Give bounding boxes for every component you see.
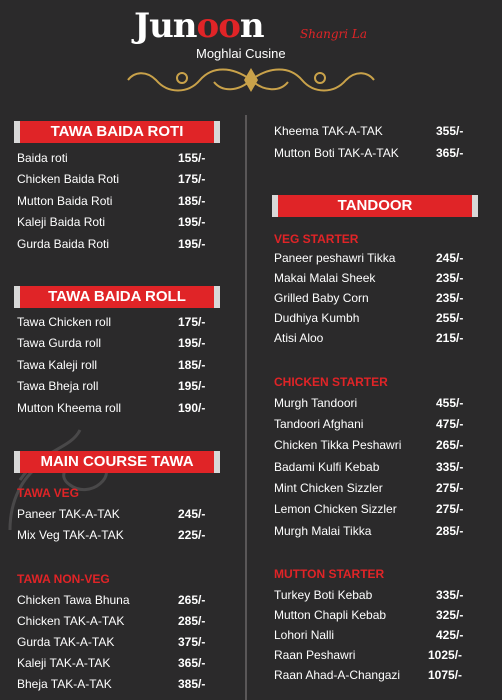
item-price: 265/- — [178, 593, 206, 607]
subsection-chicken-starter: CHICKEN STARTER — [274, 375, 388, 389]
section-main-course-tawa: MAIN COURSE TAWA — [14, 451, 220, 473]
item-price: 245/- — [436, 251, 464, 265]
item-price: 185/- — [178, 194, 206, 208]
menu-item: Mix Veg TAK-A-TAK 225/- — [17, 528, 206, 542]
menu-item: Badami Kulfi Kebab 335/- — [274, 460, 464, 474]
item-price: 365/- — [436, 146, 464, 160]
menu-item: Tawa Chicken roll 175/- — [17, 315, 206, 329]
item-price: 190/- — [178, 401, 206, 415]
menu-item: Bheja TAK-A-TAK 385/- — [17, 677, 206, 691]
menu-item: Dudhiya Kumbh 255/- — [274, 311, 464, 325]
menu-item: Lemon Chicken Sizzler 275/- — [274, 502, 464, 516]
cuisine-subtitle: Moghlai Cusine — [196, 46, 286, 61]
menu-item: Murgh Malai Tikka 285/- — [274, 524, 464, 538]
subsection-tawa-veg: TAWA VEG — [17, 486, 80, 500]
menu-item: Kaleji Baida Roti 195/- — [17, 215, 206, 229]
menu-item: Raan Ahad-A-Changazi 1075/- — [274, 668, 463, 682]
section-tawa-baida-roll: TAWA BAIDA ROLL — [14, 286, 220, 308]
menu-item: Atisi Aloo 215/- — [274, 331, 464, 345]
menu-item: Gurda TAK-A-TAK 375/- — [17, 635, 206, 649]
menu-item: Tawa Bheja roll 195/- — [17, 379, 206, 393]
item-price: 285/- — [178, 614, 206, 628]
item-price: 245/- — [178, 507, 206, 521]
brand-logo — [134, 6, 264, 46]
item-price: 175/- — [178, 315, 206, 329]
menu-item: Chicken TAK-A-TAK 285/- — [17, 614, 206, 628]
subsection-mutton-starter: MUTTON STARTER — [274, 567, 385, 581]
menu-item: Raan Peshawri 1025/- — [274, 648, 463, 662]
menu-item: Paneer peshawri Tikka 245/- — [274, 251, 464, 265]
item-price: 195/- — [178, 379, 206, 393]
item-price: 195/- — [178, 215, 206, 229]
item-price: 155/- — [178, 151, 206, 165]
item-price: 325/- — [436, 608, 464, 622]
item-price: 335/- — [436, 460, 464, 474]
menu-item: Mutton Kheema roll 190/- — [17, 401, 206, 415]
menu-item: Makai Malai Sheek 235/- — [274, 271, 464, 285]
item-price: 365/- — [178, 656, 206, 670]
menu-item: Mint Chicken Sizzler 275/- — [274, 481, 464, 495]
section-tawa-baida-roti: TAWA BAIDA ROTI — [14, 121, 220, 143]
menu-item: Grilled Baby Corn 235/- — [274, 291, 464, 305]
item-price: 1075/- — [428, 668, 463, 682]
gold-ornament-icon — [122, 62, 380, 98]
brand-end: n — [239, 6, 264, 46]
brand-start: Jun — [134, 6, 197, 46]
menu-item: Gurda Baida Roti 195/- — [17, 237, 206, 251]
item-price: 285/- — [436, 524, 464, 538]
menu-item: Tawa Kaleji roll 185/- — [17, 358, 206, 372]
subsection-veg-starter: VEG STARTER — [274, 232, 359, 246]
subsection-tawa-non-veg: TAWA NON-VEG — [17, 572, 110, 586]
item-price: 335/- — [436, 588, 464, 602]
item-price: 385/- — [178, 677, 206, 691]
item-price: 195/- — [178, 336, 206, 350]
brand-oo: oo — [196, 6, 240, 46]
menu-item: Mutton Boti TAK-A-TAK 365/- — [274, 146, 464, 160]
menu-item: Chicken Tikka Peshawri 265/- — [274, 438, 464, 452]
item-price: 455/- — [436, 396, 464, 410]
menu-item: Kaleji TAK-A-TAK 365/- — [17, 656, 206, 670]
item-price: 235/- — [436, 271, 464, 285]
menu-item: Kheema TAK-A-TAK 355/- — [274, 124, 464, 138]
menu-item: Mutton Chapli Kebab 325/- — [274, 608, 464, 622]
menu-item: Chicken Tawa Bhuna 265/- — [17, 593, 206, 607]
menu-header — [0, 0, 502, 110]
item-price: 275/- — [436, 502, 464, 516]
item-price: 1025/- — [428, 648, 463, 662]
item-price: 195/- — [178, 237, 206, 251]
item-price: 355/- — [436, 124, 464, 138]
section-tandoor: TANDOOR — [272, 195, 478, 217]
item-price: 225/- — [178, 528, 206, 542]
item-price: 175/- — [178, 172, 206, 186]
menu-item: Chicken Baida Roti 175/- — [17, 172, 206, 186]
item-price: 425/- — [436, 628, 464, 642]
menu-item: Mutton Baida Roti 185/- — [17, 194, 206, 208]
item-price: 185/- — [178, 358, 206, 372]
menu-item: Tandoori Afghani 475/- — [274, 417, 464, 431]
item-price: 255/- — [436, 311, 464, 325]
brand-tagline: Shangri La — [300, 27, 368, 41]
menu-item: Baida roti 155/- — [17, 151, 206, 165]
menu-item: Turkey Boti Kebab 335/- — [274, 588, 464, 602]
menu-item: Lohori Nalli 425/- — [274, 628, 464, 642]
menu-item: Paneer TAK-A-TAK 245/- — [17, 507, 206, 521]
menu-item: Murgh Tandoori 455/- — [274, 396, 464, 410]
item-price: 475/- — [436, 417, 464, 431]
item-price: 275/- — [436, 481, 464, 495]
item-price: 235/- — [436, 291, 464, 305]
item-price: 215/- — [436, 331, 464, 345]
column-divider — [245, 115, 247, 700]
item-price: 265/- — [436, 438, 464, 452]
item-price: 375/- — [178, 635, 206, 649]
menu-item: Tawa Gurda roll 195/- — [17, 336, 206, 350]
